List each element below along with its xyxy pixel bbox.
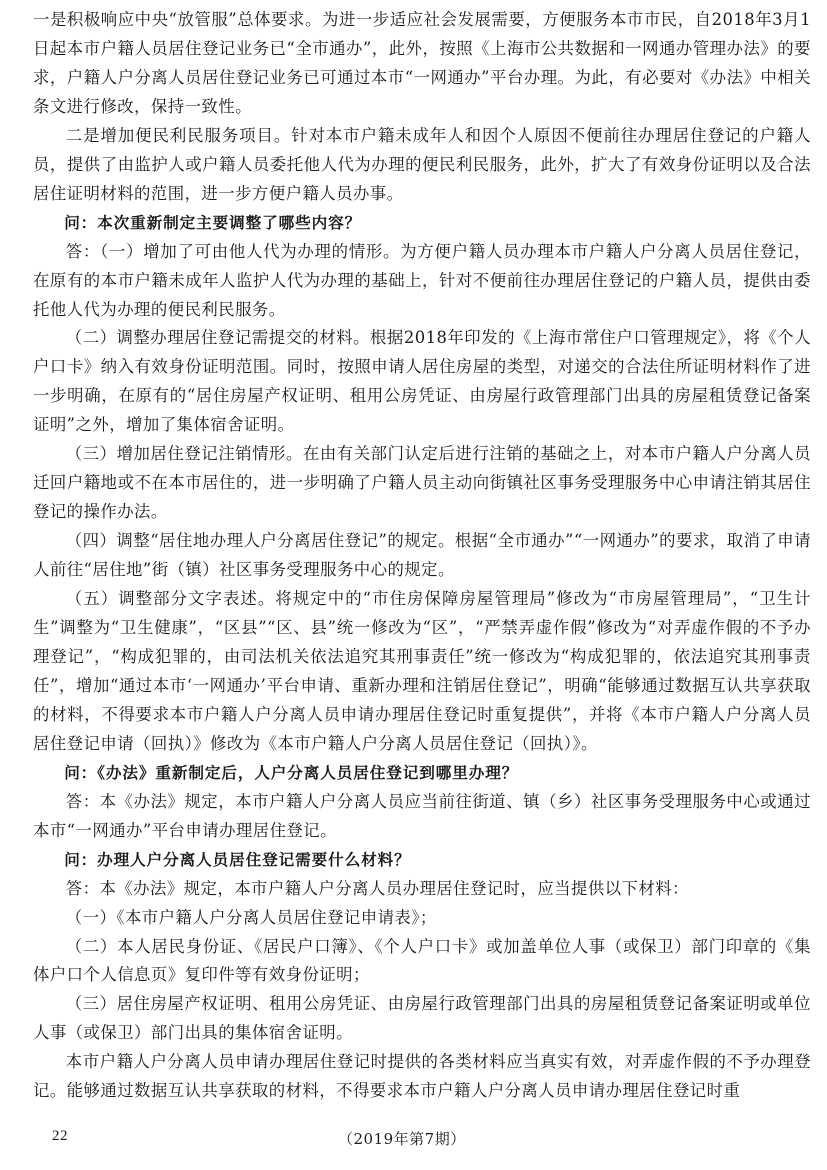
answer-item-3: （三）增加居住登记注销情形。在由有关部门认定后进行注销的基础之上，对本市户籍人户分离人员迁回户籍地或不在本市居住的，进一步明确了户籍人员主动向街镇社区事务受理服务中心申请注销其居住登记的操作办法。: [33, 444, 811, 522]
question-materials: 问：办理人户分离人员居住登记需要什么材料？: [64, 850, 411, 869]
page-number: 22: [52, 1128, 68, 1144]
material-item-1: （一）《本市户籍人户分离人员居住登记申请表》；: [65, 907, 437, 927]
answer-materials-intro: 答：本《办法》规定，本市户籍人户分离人员办理居住登记时，应当提供以下材料：: [65, 878, 689, 898]
answer-item-5: （五）调整部分文字表述。将规定中的“市住房保障房屋管理局”修改为“市房屋管理局”，“卫生计生”调整为“卫生健康”，“区县”“区、县”统一修改为“区”，“严禁弄虚作假”修改为“对弄虚作假的不予办理登记”，“构成犯罪的，由司法机关依法追究其刑事责任”统一修改为“构成犯罪的，依法追究其刑事责任”，增加“通过本市‘一网通办’平台申请、重新办理和注销居住登记”，明确“能够通过数据互认共享获取的材料，不得要求本市户籍人户分离人员申请办理居住登记时重复提供”，并将《本市户籍人户分离人员居住登记申请（回执）》修改为《本市户籍人户分离人员居住登记（回执）》。: [33, 589, 811, 753]
material-item-3: （三）居住房屋产权证明、租用公房凭证、由房屋行政管理部门出具的房屋租赁登记备案证明或单位人事（或保卫）部门出具的集体宿舍证明。: [33, 994, 811, 1043]
answer-item-1: 答：（一）增加了可由他人代为办理的情形。为方便户籍人员办理本市户籍人户分离人员居住登记，在原有的本市户籍未成年人监护人代为办理的基础上，针对不便前往办理居住登记的户籍人员，提供由委托他人代为办理的便民利民服务。: [33, 241, 811, 319]
answer-item-4: （四）调整“居住地办理人户分离居住登记”的规定。根据“全市通办”“一网通办”的要求，取消了申请人前往“居住地”街（镇）社区事务受理服务中心的规定。: [33, 531, 811, 580]
material-item-2: （二）本人居民身份证、《居民户口簿》、《个人户口卡》或加盖单位人事（或保卫）部门印章的《集体户口个人信息页》复印件等有效身份证明；: [33, 936, 811, 985]
answer-where-to-register: 答：本《办法》规定，本市户籍人户分离人员应当前往街道、镇（乡）社区事务受理服务中心或通过本市“一网通办”平台申请办理居住登记。: [33, 791, 811, 840]
paragraph-reason-2: 二是增加便民利民服务项目。针对本市户籍未成年人和因个人原因不便前往办理居住登记的户籍人员，提供了由监护人或户籍人员委托他人代为办理的便民利民服务，此外，扩大了有效身份证明以及合法居住证明材料的范围，进一步方便户籍人员办事。: [33, 125, 811, 203]
paragraph-reason-1: 一是积极响应中央“放管服”总体要求。为进一步适应社会发展需要，方便服务本市市民，自2018年3月1日起本市户籍人员居住登记业务已“全市通办”，此外，按照《上海市公共数据和一网通办管理办法》的要求，户籍人户分离人员居住登记业务已可通过本市“一网通办”平台办理。为此，有必要对《办法》中相关条文进行修改，保持一致性。: [33, 10, 811, 116]
question-where-to-register: 问：《办法》重新制定后，人户分离人员居住登记到哪里办理？: [64, 763, 519, 782]
article-body: [33, 6, 811, 1106]
paragraph-authenticity: 本市户籍人户分离人员申请办理居住登记时提供的各类材料应当真实有效，对弄虚作假的不予办理登记。能够通过数据互认共享获取的材料，不得要求本市户籍人户分离人员申请办理居住登记时重: [33, 1052, 811, 1101]
answer-item-2: （二）调整办理居住登记需提交的材料。根据2018年印发的《上海市常住户口管理规定》，将《个人户口卡》纳入有效身份证明范围。同时，按照申请人居住房屋的类型，对递交的合法住所证明材料作了进一步明确，在原有的“居住房屋产权证明、租用公房凭证、由房屋行政管理部门出具的房屋租赁登记备案证明”之外，增加了集体宿舍证明。: [33, 328, 811, 435]
issue-label: （2019年第7期）: [338, 1130, 466, 1148]
question-adjustments: 问：本次重新制定主要调整了哪些内容？: [64, 213, 362, 232]
